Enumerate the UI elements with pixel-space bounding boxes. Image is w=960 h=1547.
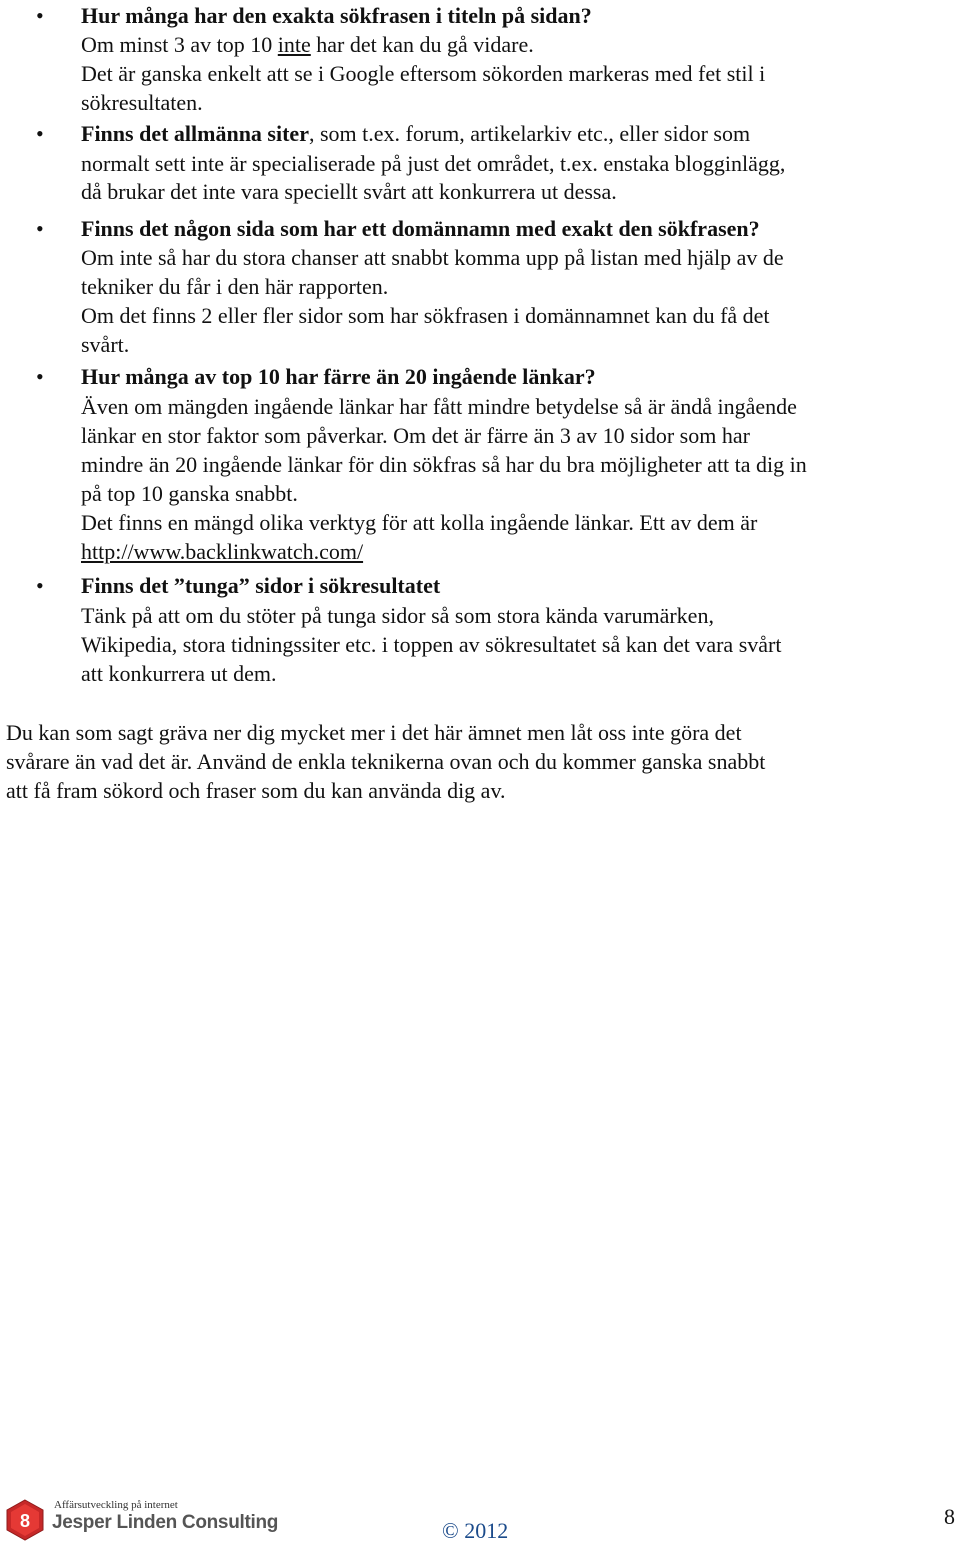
logo-badge-icon: [6, 1499, 44, 1541]
body-line: då brukar det inte vara speciellt svårt att konkurrera ut dessa.: [81, 179, 617, 204]
body-line: Även om mängden ingående länkar har fått mindre betydelse så är ändå ingående: [81, 394, 797, 419]
bullet: •: [36, 216, 44, 241]
heading-heavy-sites: Finns det ”tunga” sidor i sökresultatet: [81, 573, 441, 598]
body-line: att konkurrera ut dem.: [81, 661, 277, 686]
body-line: Om inte så har du stora chanser att snabbt komma upp på listan med hjälp av de: [81, 245, 784, 270]
copyright: © 2012: [442, 1518, 509, 1543]
body-line: Wikipedia, stora tidningssiter etc. i toppen av sökresultatet så kan det vara svårt: [81, 632, 782, 657]
logo-tagline: Affärsutveckling på internet: [54, 1499, 178, 1511]
body-line: svårt.: [81, 332, 130, 357]
body-line: sökresultaten.: [81, 90, 203, 115]
logo-name: Jesper Linden Consulting: [52, 1512, 279, 1533]
conclusion-line: att få fram sökord och fraser som du kan använda dig av.: [6, 778, 506, 803]
bullet: •: [36, 573, 44, 598]
body-line: tekniker du får i den här rapporten.: [81, 274, 389, 299]
heading-incoming-links: Hur många av top 10 har färre än 20 ingående länkar?: [81, 364, 596, 389]
conclusion-line: Du kan som sagt gräva ner dig mycket mer i det här ämnet men låt oss inte göra det: [6, 720, 742, 745]
body-line: på top 10 ganska snabbt.: [81, 481, 298, 506]
body-line: länkar en stor faktor som påverkar. Om det är färre än 3 av 10 sidor som har: [81, 423, 750, 448]
body-line: Om det finns 2 eller fler sidor som har sökfrasen i domännamnet kan du få det: [81, 303, 770, 328]
body-line: normalt sett inte är specialiserade på just det området, t.ex. enstaka blogginlägg,: [81, 151, 786, 176]
conclusion-line: svårare än vad det är. Använd de enkla teknikerna ovan och du kommer ganska snabbt: [6, 749, 766, 774]
backlinkwatch-link[interactable]: http://www.backlinkwatch.com/: [81, 539, 364, 564]
page-number: 8: [944, 1504, 955, 1529]
body-line: Det är ganska enkelt att se i Google eftersom sökorden markeras med fet stil i: [81, 61, 766, 86]
heading-exact-title: Hur många har den exakta sökfrasen i titeln på sidan?: [81, 3, 592, 28]
body-line: Tänk på att om du stöter på tunga sidor så som stora kända varumärken,: [81, 603, 714, 628]
body-line: Om minst 3 av top 10 inte har det kan du gå vidare.: [81, 32, 534, 57]
body-line: Det finns en mängd olika verktyg för att kolla ingående länkar. Ett av dem är: [81, 510, 758, 535]
heading-domain-name: Finns det någon sida som har ett domännamn med exakt den sökfrasen?: [81, 216, 760, 241]
bullet: •: [36, 364, 44, 389]
svg-text:8: 8: [19, 1511, 31, 1531]
bullet: •: [36, 3, 44, 28]
company-logo: [6, 1499, 279, 1541]
body-line: mindre än 20 ingående länkar för din sökfras så har du bra möjligheter att ta dig in: [81, 452, 807, 477]
bullet: •: [36, 121, 44, 146]
heading-general-sites: Finns det allmänna siter, som t.ex. forum, artikelarkiv etc., eller sidor som: [81, 121, 751, 146]
